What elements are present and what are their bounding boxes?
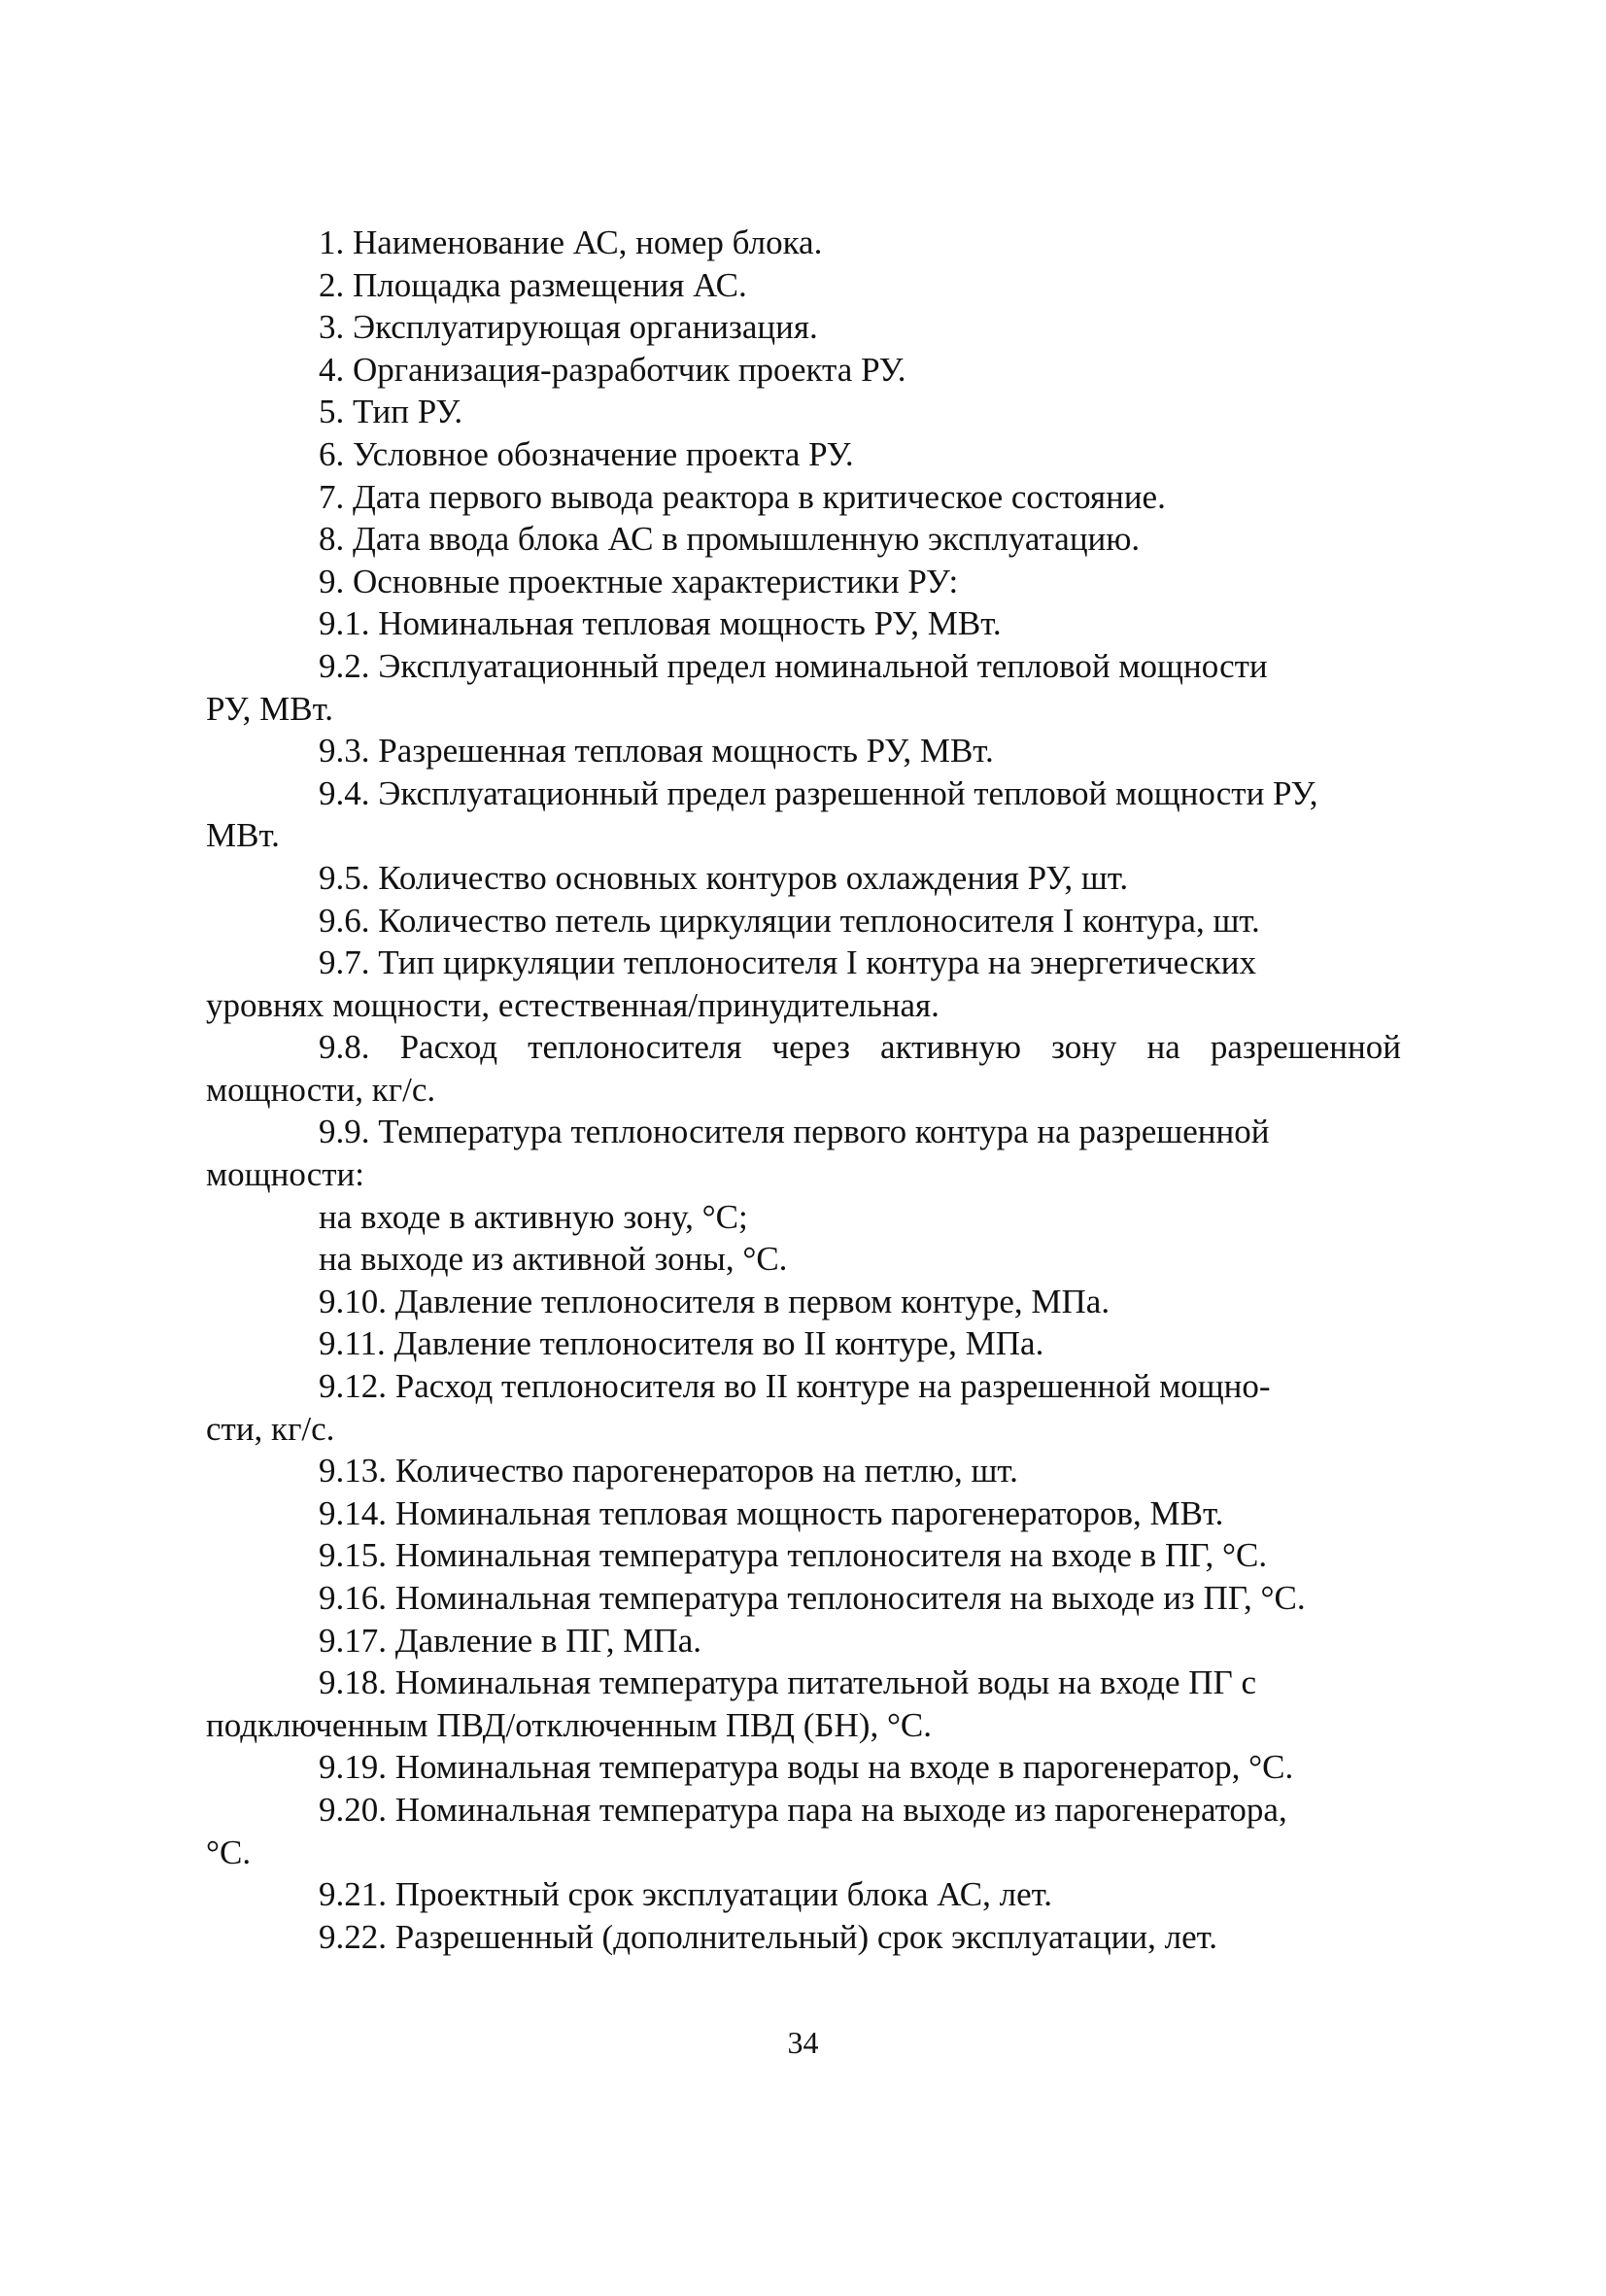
item-9-15: 9.15. Номинальная температура теплоносителя на входе в ПГ, °С. (319, 1536, 1268, 1575)
item-9-8-word: зону (1051, 1028, 1117, 1067)
item-9-20: 9.20. Номинальная температура пара на выходе из парогенератора, (319, 1790, 1287, 1829)
item-9-8-word: через (771, 1028, 850, 1067)
document-body (206, 222, 1401, 1958)
item-9-9-outlet: на выходе из активной зоны, °С. (319, 1240, 788, 1279)
item-9-4: 9.4. Эксплуатационный предел разрешенной тепловой мощности РУ, (319, 773, 1318, 812)
item-9-7: 9.7. Тип циркуляции теплоносителя I контура на энергетических (319, 943, 1256, 982)
item-9-9-continuation: мощности: (206, 1155, 364, 1194)
item-9-1: 9.1. Номинальная тепловая мощность РУ, МВт. (319, 604, 1002, 643)
item-9-10: 9.10. Давление теплоносителя в первом контуре, МПа. (319, 1282, 1111, 1320)
item-9-21: 9.21. Проектный срок эксплуатации блока АС, лет. (319, 1875, 1053, 1914)
item-1: 1. Наименование АС, номер блока. (319, 223, 823, 261)
item-9-11: 9.11. Давление теплоносителя во II контуре, МПа. (319, 1324, 1044, 1363)
item-7: 7. Дата первого вывода реактора в критическое состояние. (319, 477, 1166, 516)
item-9-17: 9.17. Давление в ПГ, МПа. (319, 1621, 701, 1660)
item-9-8-continuation: мощности, кг/с. (206, 1070, 436, 1109)
item-9-18-continuation: подключенным ПВД/отключенным ПВД (БН), °С. (206, 1705, 933, 1744)
item-5: 5. Тип РУ. (319, 393, 463, 431)
item-9-9: 9.9. Температура теплоносителя первого контура на разрешенной (319, 1113, 1270, 1151)
item-9-8 (206, 1026, 1401, 1069)
item-9-2: 9.2. Эксплуатационный предел номинальной тепловой мощности (319, 646, 1268, 685)
item-3: 3. Эксплуатирующая организация. (319, 308, 818, 347)
item-9-4-continuation: МВт. (206, 816, 280, 855)
item-9-22: 9.22. Разрешенный (дополнительный) срок эксплуатации, лет. (319, 1917, 1218, 1956)
page-number: 34 (787, 2025, 819, 2060)
item-9-8-word: разрешенной (1210, 1028, 1401, 1067)
item-9-18: 9.18. Номинальная температура питательной воды на входе ПГ с (319, 1663, 1257, 1702)
item-9-2-continuation: РУ, МВт. (206, 689, 334, 728)
item-9-12-continuation: сти, кг/с. (206, 1409, 335, 1448)
item-9-8-word: Расход (399, 1028, 498, 1067)
item-9-14: 9.14. Номинальная тепловая мощность парогенераторов, МВт. (319, 1493, 1224, 1532)
item-9-8-word: на (1146, 1028, 1180, 1067)
item-9-9-inlet: на входе в активную зону, °С; (319, 1197, 748, 1236)
item-4: 4. Организация-разработчик проекта РУ. (319, 350, 906, 389)
item-6: 6. Условное обозначение проекта РУ. (319, 434, 854, 473)
item-2: 2. Площадка размещения АС. (319, 265, 747, 304)
item-9-12: 9.12. Расход теплоносителя во II контуре на разрешенной мощно- (319, 1367, 1271, 1406)
item-8: 8. Дата ввода блока АС в промышленную эксплуатацию. (319, 520, 1141, 559)
item-9-19: 9.19. Номинальная температура воды на входе в парогенератор, °С. (319, 1748, 1294, 1787)
item-9-7-continuation: уровнях мощности, естественная/принудительная. (206, 985, 940, 1024)
item-9-8-word: активную (880, 1028, 1022, 1067)
item-9-20-continuation: °С. (206, 1833, 252, 1871)
item-9: 9. Основные проектные характеристики РУ: (319, 562, 959, 600)
item-9-6: 9.6. Количество петель циркуляции теплоносителя I контура, шт. (319, 901, 1260, 940)
item-9-3: 9.3. Разрешенная тепловая мощность РУ, МВт. (319, 732, 994, 771)
item-9-13: 9.13. Количество парогенераторов на петлю, шт. (319, 1452, 1018, 1491)
item-9-8-word: теплоносителя (528, 1028, 742, 1067)
item-9-8-word: 9.8. (319, 1028, 370, 1067)
item-9-5: 9.5. Количество основных контуров охлаждения РУ, шт. (319, 858, 1129, 897)
item-9-16: 9.16. Номинальная температура теплоносителя на выходе из ПГ, °С. (319, 1579, 1306, 1617)
